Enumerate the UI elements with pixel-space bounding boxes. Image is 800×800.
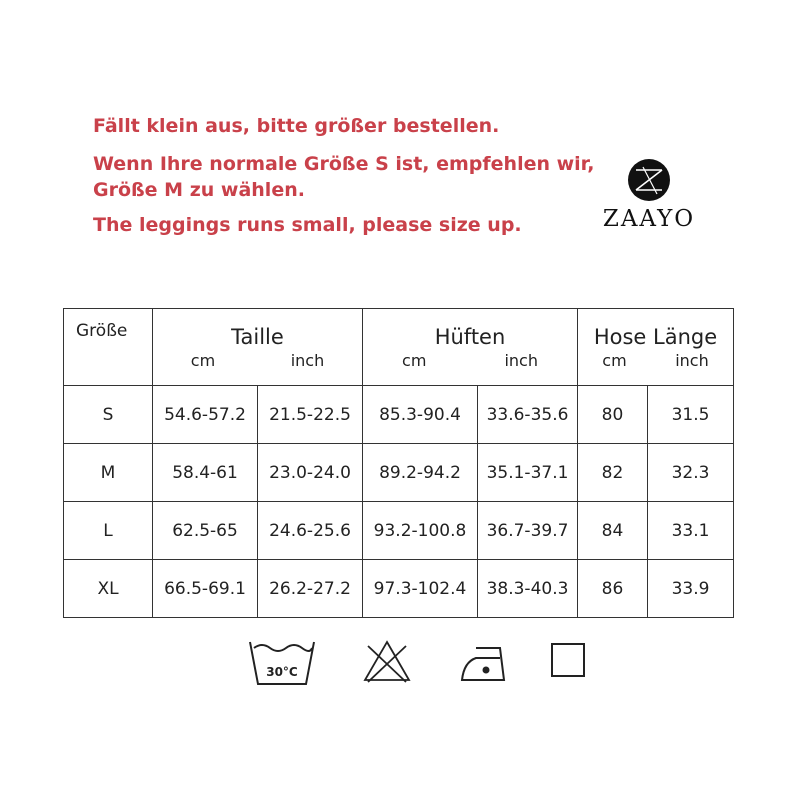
brand-logo [588, 158, 710, 232]
taille-inch-cell: 23.0-24.0 [258, 444, 363, 502]
table-header-row [64, 309, 734, 386]
size-cell: XL [64, 560, 153, 618]
laenge-cm-cell: 82 [578, 444, 648, 502]
table-row [64, 444, 734, 502]
laenge-inch-cell: 32.3 [648, 444, 734, 502]
size-header: Größe [64, 309, 153, 386]
group-header-taille [153, 309, 363, 386]
unit-cm: cm [190, 350, 216, 370]
size-chart-table [63, 308, 734, 618]
iron-low-icon [460, 638, 512, 684]
size-cell: M [64, 444, 153, 502]
taille-inch-cell: 21.5-22.5 [258, 386, 363, 444]
unit-inch: inch [290, 350, 325, 370]
laenge-inch-cell: 31.5 [648, 386, 734, 444]
unit-inch: inch [675, 350, 709, 370]
hueften-cm-cell: 85.3-90.4 [363, 386, 478, 444]
group-header-hueften [363, 309, 578, 386]
wash-30-icon [248, 638, 316, 686]
table-row [64, 560, 734, 618]
hueften-cm-cell: 97.3-102.4 [363, 560, 478, 618]
taille-cm-cell: 62.5-65 [153, 502, 258, 560]
unit-cm: cm [602, 350, 627, 370]
hueften-inch-cell: 35.1-37.1 [478, 444, 578, 502]
hueften-inch-cell: 36.7-39.7 [478, 502, 578, 560]
laenge-cm-cell: 80 [578, 386, 648, 444]
laenge-inch-cell: 33.1 [648, 502, 734, 560]
care-instructions [0, 638, 800, 688]
group-label: Hüften [434, 324, 506, 349]
hueften-inch-cell: 33.6-35.6 [478, 386, 578, 444]
taille-cm-cell: 54.6-57.2 [153, 386, 258, 444]
table-row [64, 386, 734, 444]
brand-name: ZAAYO [602, 206, 696, 232]
group-label: Taille [231, 324, 284, 349]
taille-cm-cell: 66.5-69.1 [153, 560, 258, 618]
no-bleach-icon [362, 638, 412, 684]
tumble-dry-icon [550, 638, 588, 680]
table-row [64, 502, 734, 560]
hueften-cm-cell: 93.2-100.8 [363, 502, 478, 560]
group-label: Hose Länge [593, 324, 718, 349]
note-runs-small-de: Fällt klein aus, bitte größer bestellen. [93, 115, 500, 137]
unit-cm: cm [402, 350, 427, 370]
taille-inch-cell: 24.6-25.6 [258, 502, 363, 560]
hueften-cm-cell: 89.2-94.2 [363, 444, 478, 502]
size-cell: L [64, 502, 153, 560]
taille-inch-cell: 26.2-27.2 [258, 560, 363, 618]
laenge-inch-cell: 33.9 [648, 560, 734, 618]
group-header-hose-laenge [578, 309, 734, 386]
wash-temp-label: 30°C [266, 665, 298, 679]
note-recommend-de-cont: Größe M zu wählen. [93, 179, 305, 201]
laenge-cm-cell: 86 [578, 560, 648, 618]
laenge-cm-cell: 84 [578, 502, 648, 560]
brand-mark-icon [627, 158, 671, 202]
hueften-inch-cell: 38.3-40.3 [478, 560, 578, 618]
note-runs-small-en: The leggings runs small, please size up. [93, 214, 522, 236]
taille-cm-cell: 58.4-61 [153, 444, 258, 502]
size-cell: S [64, 386, 153, 444]
note-recommend-de: Wenn Ihre normale Größe S ist, empfehlen wir, [93, 153, 595, 175]
unit-inch: inch [504, 350, 538, 370]
